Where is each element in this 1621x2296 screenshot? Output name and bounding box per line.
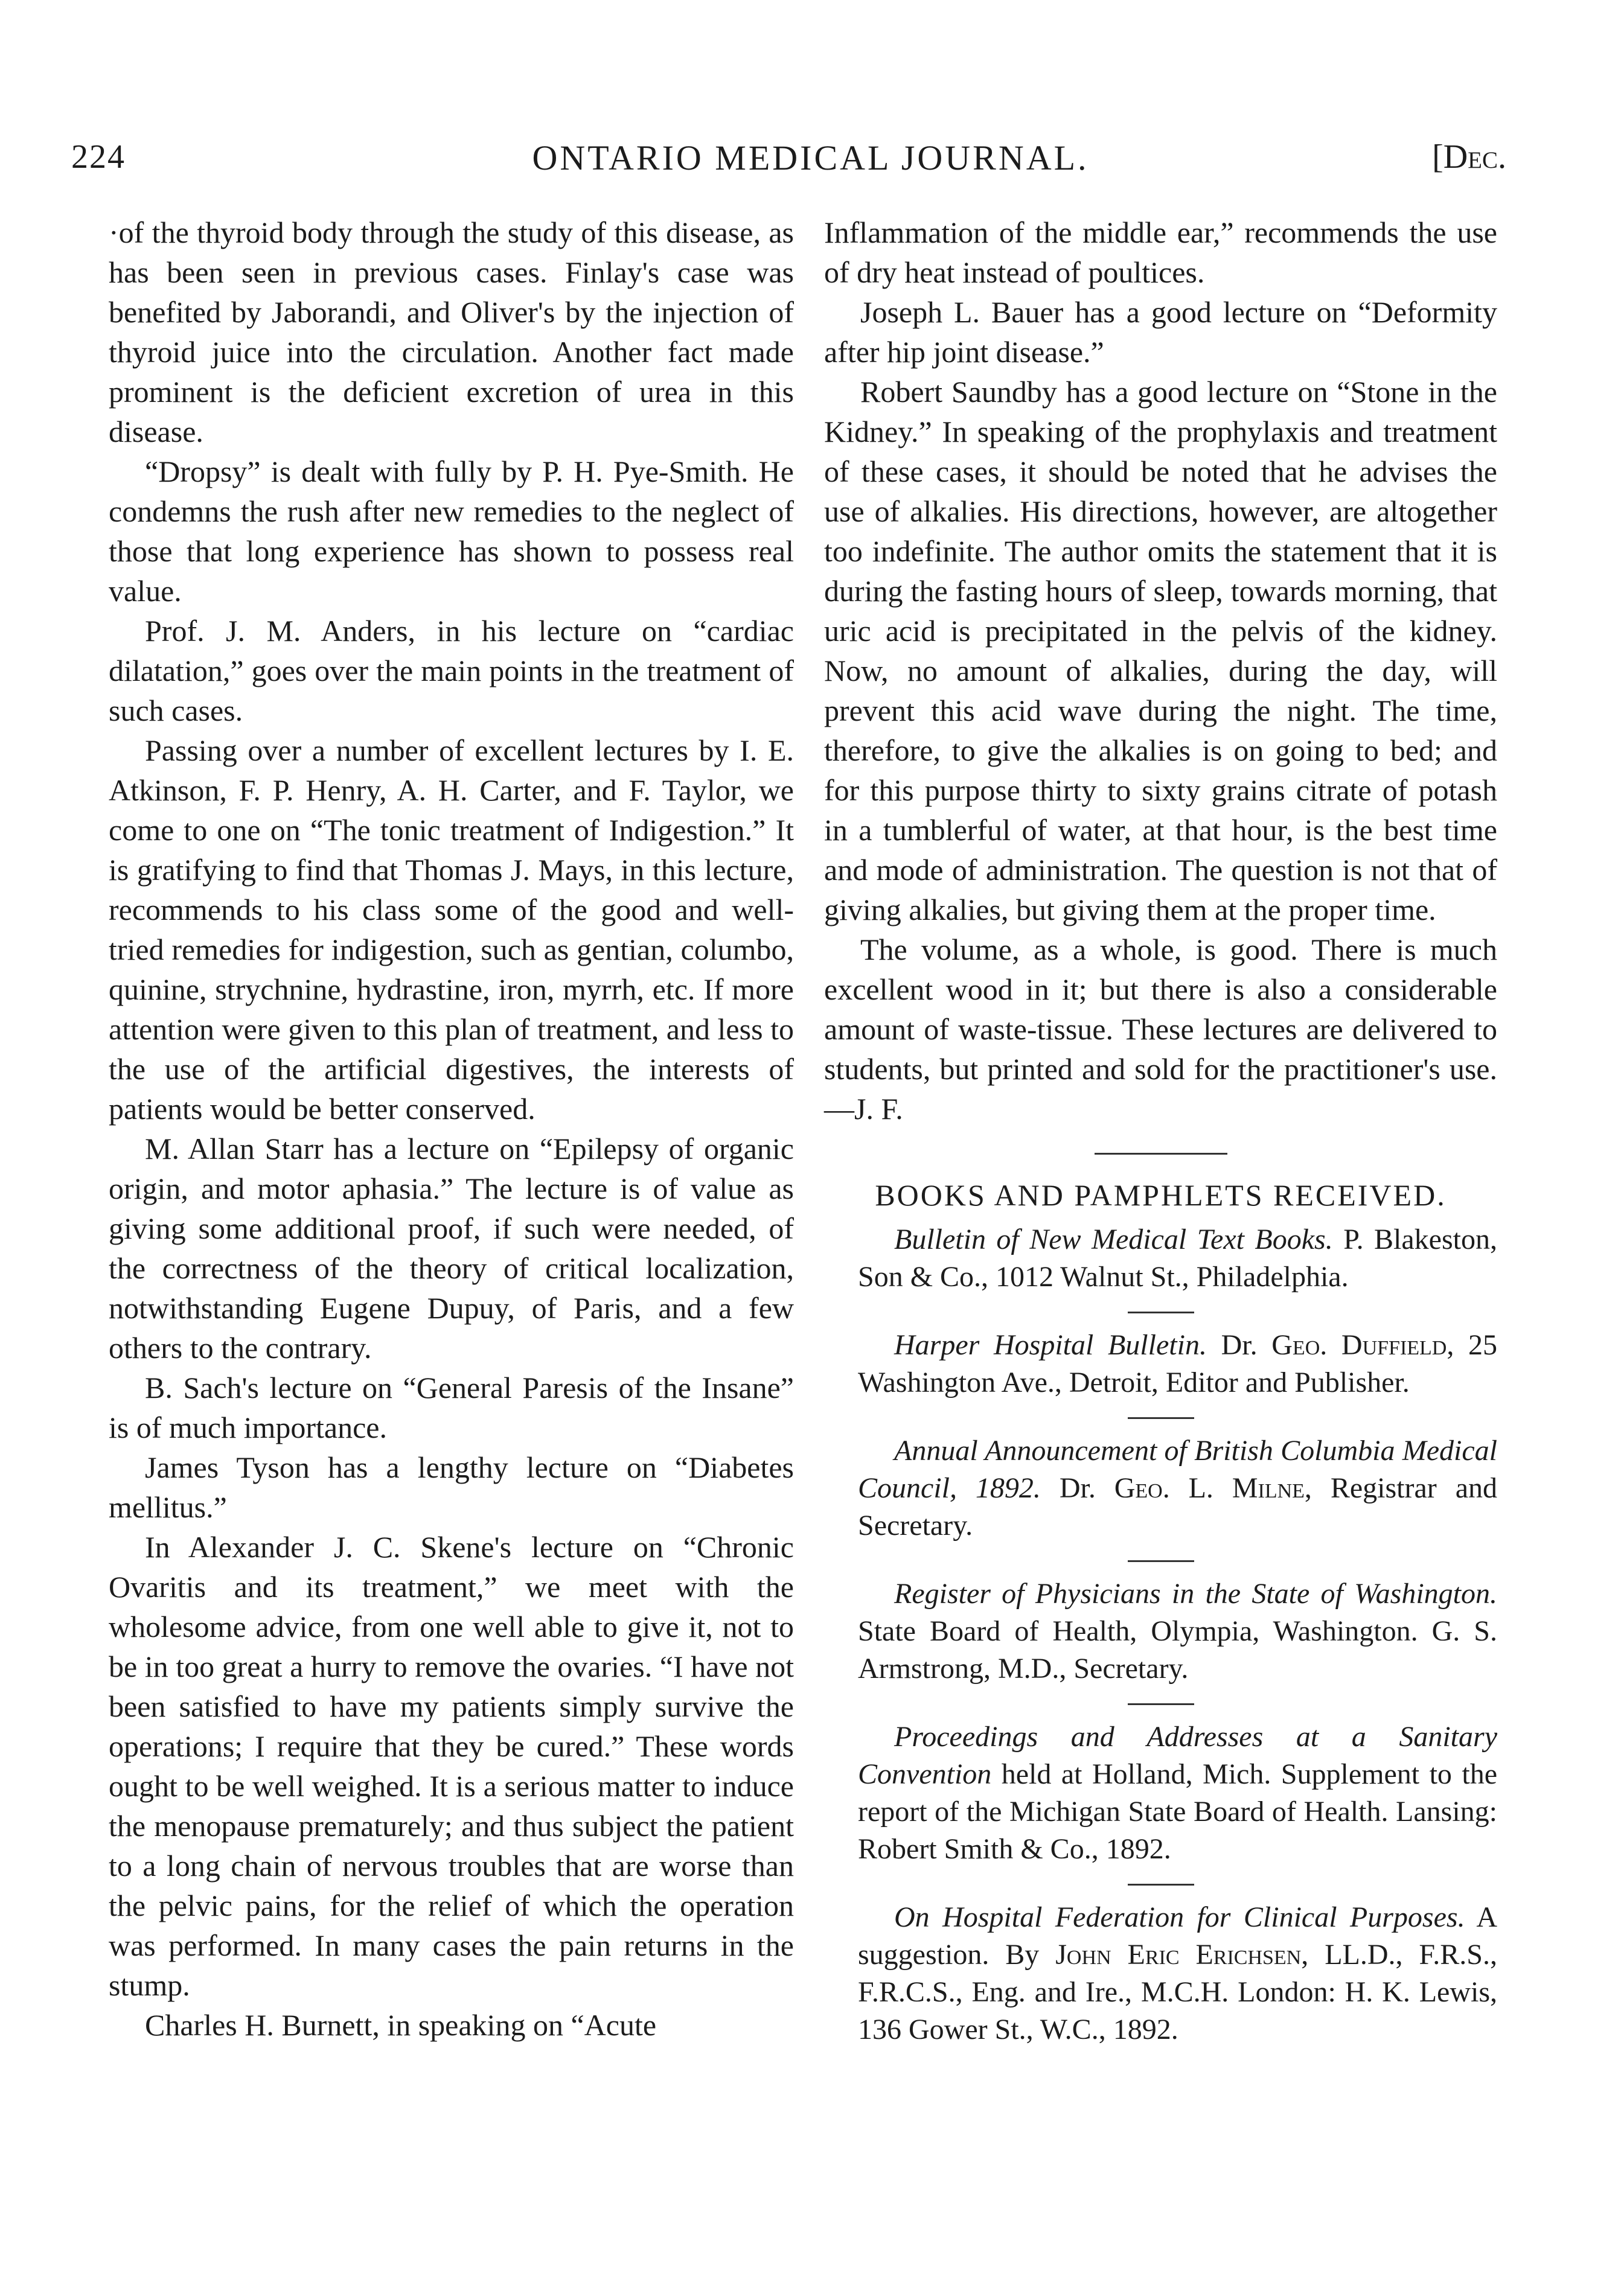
entry-divider (1128, 1703, 1194, 1705)
book-entry (824, 1575, 1497, 1688)
paragraph: Inflammation of the middle ear,” recommends the use of dry heat instead of poultices. (824, 215, 1497, 289)
paragraph: ·of the thyroid body through the study of this disease, as has been seen in previous cases. Finlay's case was benefited by Jaborandi, and Oliver's by the injection of thyroid juice into the circulation. Another fact made prominent is the deficient excretion of urea in this disease. (109, 215, 794, 448)
book-details: Registrar and Secretary. (858, 1472, 1497, 1542)
book-title: On Hospital Federation for Clinical Purposes. (894, 1901, 1465, 1933)
paragraph: The volume, as a whole, is good. There is much excellent wood in it; but there is also a considerable amount of waste-tissue. These lectures are delivered to students, but printed and sold for the practitioner's use.—J. F. (824, 933, 1497, 1126)
author-name: John Eric Erichsen, (1055, 1939, 1309, 1971)
registrar-name: Geo. L. Milne, (1114, 1472, 1312, 1504)
book-title: Register of Physicians in the State of Washington. (894, 1578, 1497, 1610)
paragraph: James Tyson has a lengthy lecture on “Diabetes mellitus.” (109, 1450, 794, 1524)
book-details: A suggestion. By (858, 1901, 1497, 1971)
book-details: 25 Washington Ave., Detroit, Editor and Publisher. (858, 1329, 1498, 1398)
paragraph: In Alexander J. C. Skene's lecture on “Chronic Ovaritis and its treatment,” we meet with the wholesome advice, from one well able to give it, not to be in too great a hurry to remove the ovaries. “I have not been satisfied to have my patients simply survive the operations; I require that they be cured.” These words ought to be well weighed. It is a serious matter to induce the menopause prematurely; and thus subject the patient to a long chain of nervous troubles that are worse than the pelvic pains, for the relief of which the operation was performed. In many cases the pain returns in the stump. (109, 1530, 794, 2002)
paragraph: B. Sach's lecture on “General Paresis of the Insane” is of much importance. (109, 1371, 794, 1444)
entry-divider (1128, 1312, 1194, 1313)
book-entry (824, 1899, 1497, 2049)
paragraph: Joseph L. Bauer has a good lecture on “Deformity after hip joint disease.” (824, 295, 1497, 369)
book-details: Dr. (1206, 1329, 1272, 1361)
editor-name: Geo. Duffield, (1271, 1329, 1454, 1361)
paragraph: Prof. J. M. Anders, in his lecture on “cardiac dilatation,” goes over the main points in the treatment of such cases. (109, 614, 794, 727)
book-title: Annual Announcement of British Columbia Medical Council, 1892. (858, 1435, 1497, 1504)
book-details: Dr. (1040, 1472, 1114, 1504)
paragraph: Passing over a number of excellent lectures by I. E. Atkinson, F. P. Henry, A. H. Carter, and F. Taylor, we come to one on “The tonic treatment of Indigestion.” It is gratifying to find that Thomas J. Mays, in this lecture, recommends to his class some of the good and well-tried remedies for indigestion, such as gentian, columbo, quinine, strychnine, hydrastine, iron, myrrh, etc. If more attention were given to this plan of treatment, and less to the use of the artificial digestives, the interests of patients would be better conserved. (109, 733, 794, 1126)
entry-divider (1128, 1417, 1194, 1419)
paragraph: Charles H. Burnett, in speaking on “Acute (145, 2008, 657, 2042)
left-column (109, 212, 794, 2045)
journal-title: ONTARIO MEDICAL JOURNAL. (532, 138, 1089, 177)
book-entry (824, 1327, 1497, 1402)
paragraph: M. Allan Starr has a lecture on “Epilepsy of organic origin, and motor aphasia.” The lecture is of value as giving some additional proof, if such were needed, of the correctness of the theory of critical localization, notwithstanding Eugene Dupuy, of Paris, and a few others to the contrary. (109, 1132, 794, 1365)
book-entry (824, 1221, 1497, 1296)
book-details: P. Blakeston, Son & Co., 1012 Walnut St., Philadelphia. (858, 1223, 1497, 1293)
section-divider (1095, 1153, 1227, 1155)
entry-divider (1128, 1884, 1194, 1886)
paragraph: Robert Saundby has a good lecture on “Stone in the Kidney.” In speaking of the prophylaxis and treatment of these cases, it should be noted that he advises the use of alkalies. His directions, however, are altogether too indefinite. The author omits the statement that it is during the fasting hours of sleep, towards morning, that uric acid is precipitated in the pelvis of the kidney. Now, no amount of alkalies, during the day, will prevent this acid wave during the night. The time, therefore, to give the alkalies is on going to bed; and for this purpose thirty to sixty grains citrate of potash in a tumblerful of water, at that hour, is the best time and mode of administration. The question is not that of giving alkalies, but giving them at the proper time. (824, 375, 1497, 926)
page-header (0, 138, 1621, 192)
book-entry (824, 1718, 1497, 1868)
issue-month-mark: [Dec. (1432, 138, 1506, 176)
right-column (824, 212, 1497, 2049)
books-section-title: BOOKS AND PAMPHLETS RECEIVED. (875, 1178, 1447, 1212)
book-entry (824, 1432, 1497, 1545)
book-details: LL.D., F.R.S., F.R.C.S., Eng. and Ire., M.C.H. London: H. K. Lewis, 136 Gower St., W.C., 1892. (858, 1939, 1497, 2046)
entry-divider (1128, 1560, 1194, 1562)
book-details: held at Holland, Mich. Supplement to the report of the Michigan State Board of Health. Lansing: Robert Smith & Co., 1892. (858, 1758, 1497, 1865)
page-number: 224 (71, 138, 126, 176)
book-title: Harper Hospital Bulletin. (894, 1329, 1207, 1361)
book-title: Bulletin of New Medical Text Books. (894, 1223, 1333, 1255)
paragraph: “Dropsy” is dealt with fully by P. H. Pye-Smith. He condemns the rush after new remedies to the neglect of those that long experience has shown to possess real value. (109, 454, 794, 608)
book-details: State Board of Health, Olympia, Washington. G. S. Armstrong, M.D., Secretary. (858, 1615, 1497, 1685)
book-title: Proceedings and Addresses at a Sanitary Convention (858, 1721, 1497, 1790)
